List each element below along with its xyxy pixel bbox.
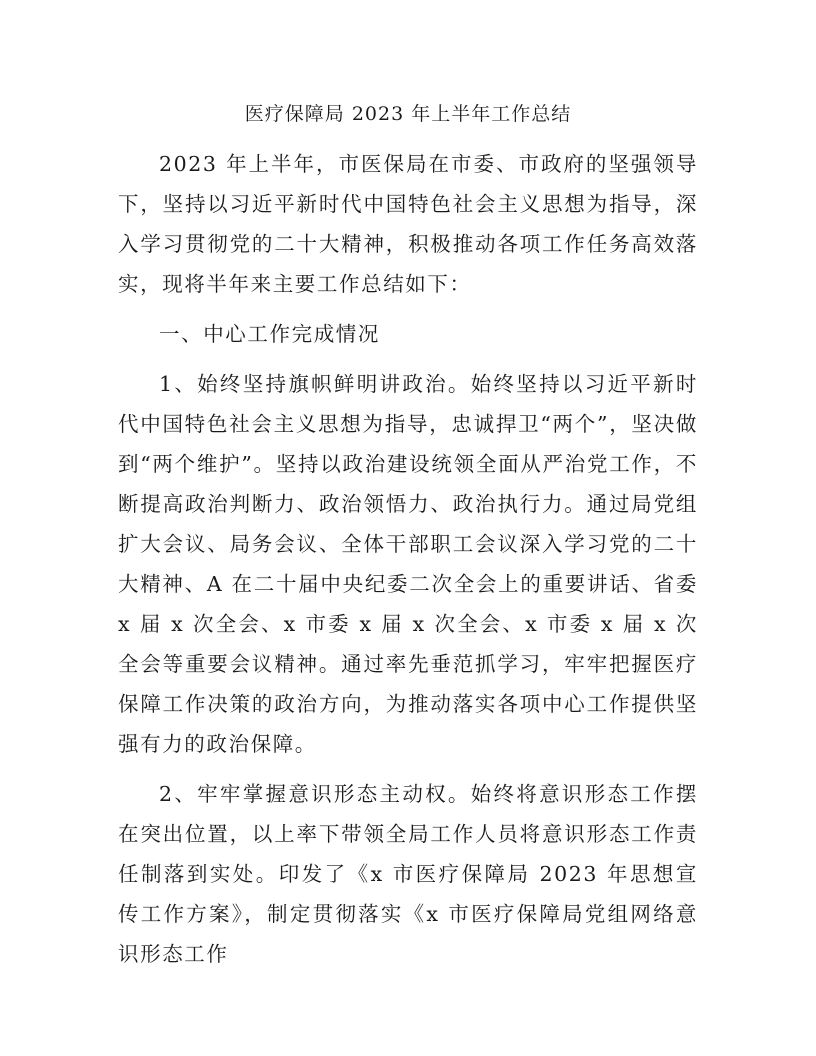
section-heading: 一、中心工作完成情况 <box>159 322 380 346</box>
document-title: 医疗保障局 2023 年上半年工作总结 <box>244 103 572 125</box>
body-paragraph-1: 1、始终坚持旗帜鲜明讲政治。始终坚持以习近平新时代中国特色社会主义思想为指导，忠诚捍卫“两个”，坚决做到“两个维护”。坚持以政治建设统领全面从严治党工作，不断提高政治判断力、政治领悟力、政治执行力。通过局党组扩大会议、局务会议、全体干部职工会议深入学习党的二十大精神、A 在二十届中央纪委二次全会上的重要讲话、省委 x 届 x 次全会、x 市委 x 届 x 次全会、x 市委 x 届 x 次全会等重要会议精神。通过率先垂范抓学习，牢牢把握医疗保障工作决策的政治方向，为推动落实各项中心工作提供坚强有力的政治保障。 <box>118 372 698 756</box>
body-paragraph-2: 2、牢牢掌握意识形态主动权。始终将意识形态工作摆在突出位置，以上率下带领全局工作人员将意识形态工作责任制落到实处。印发了《x 市医疗保障局 2023 年思想宣传工作方案》，制定贯彻落实《x 市医疗保障局党组网络意识形态工作 <box>118 782 698 966</box>
intro-paragraph: 2023 年上半年，市医保局在市委、市政府的坚强领导下，坚持以习近平新时代中国特色社会主义思想为指导，深入学习贯彻党的二十大精神，积极推动各项工作任务高效落实，现将半年来主要工作总结如下： <box>118 152 698 296</box>
paragraph-spacer <box>118 764 698 774</box>
